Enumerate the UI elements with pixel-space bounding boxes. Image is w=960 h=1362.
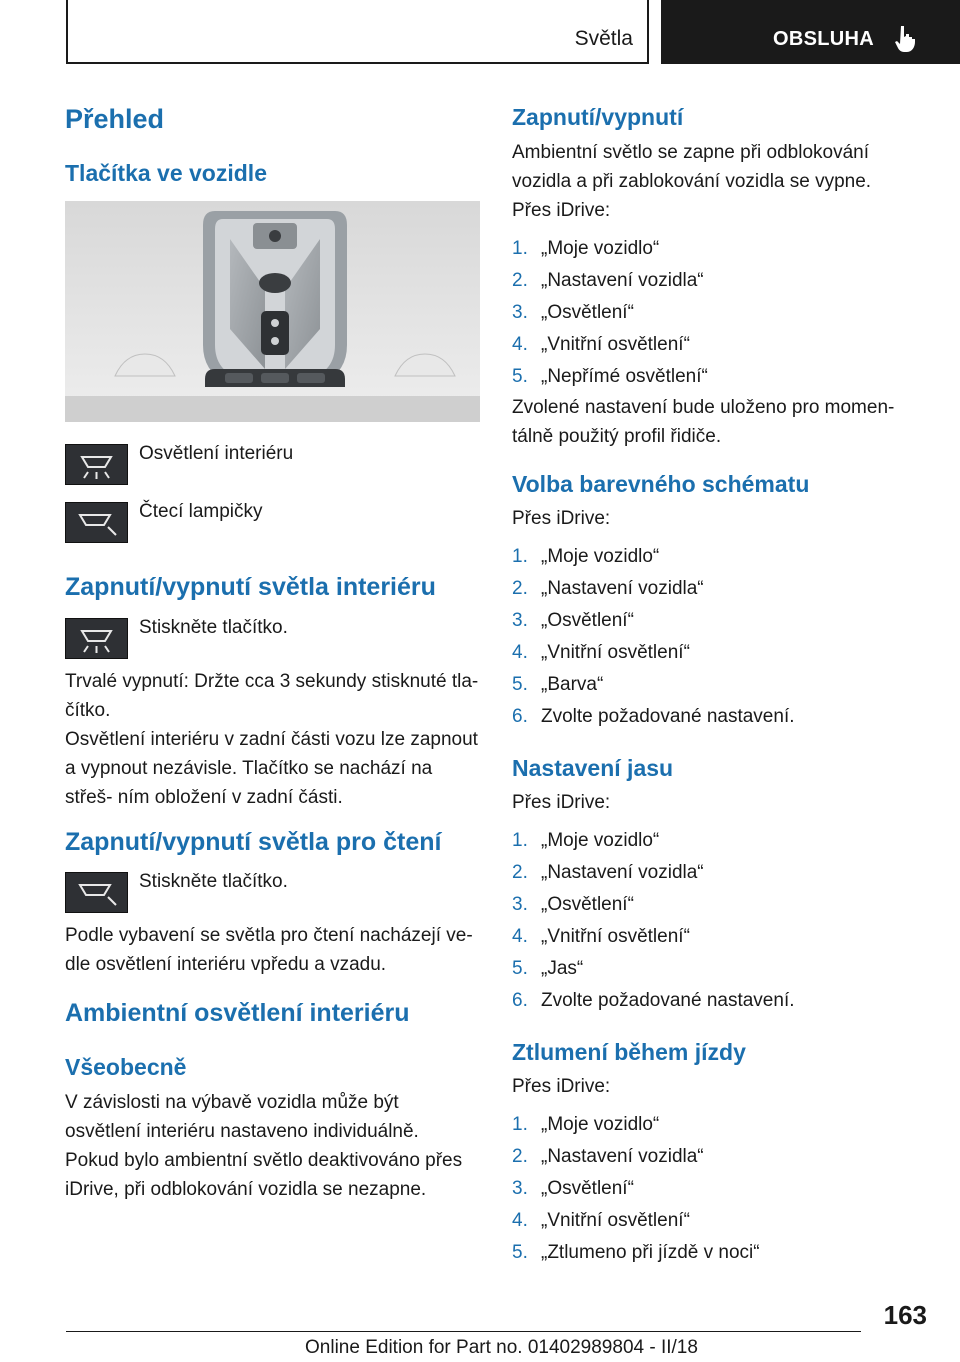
- reading-light-icon: [66, 503, 127, 542]
- via-idrive-4: Přes iDrive:: [512, 1076, 611, 1097]
- heading-dimming: Ztlumení během jízdy: [512, 1039, 746, 1065]
- header-section-title: Světla: [574, 27, 633, 50]
- interior-light-button-icon: [65, 444, 128, 485]
- paragraph-reading-lights: Podle vybavení se světla pro čtení nacházejí ve‐ dle osvětlení interiéru vpředu a vzadu.: [65, 925, 473, 975]
- paragraph-rear-interior: Osvětlení interiéru v zadní části vozu lze zapnout a vypnout nezávisle. Tlačítko se nachází na střeš‐ ním obložení v zadní části.: [65, 729, 478, 808]
- header-chapter-tab: [661, 0, 960, 64]
- heading-color-scheme: Volba barevného schématu: [512, 471, 810, 497]
- reading-light-button-icon: [65, 502, 128, 543]
- heading-interior-on-off: Zapnutí/vypnutí světla interiéru: [65, 573, 436, 601]
- heading-ambient: Ambientní osvětlení interiéru: [65, 999, 410, 1027]
- interior-light-icon: [66, 445, 127, 484]
- via-idrive-3: Přes iDrive:: [512, 792, 611, 813]
- subheading-general: Všeobecně: [65, 1054, 187, 1080]
- roof-console-photo: [65, 201, 480, 422]
- page-number: 163: [883, 1300, 927, 1330]
- footer-divider: [66, 1331, 861, 1332]
- heading-ambient-on-off: Zapnutí/vypnutí: [512, 104, 684, 130]
- page-title: Přehled: [65, 104, 165, 134]
- press-button-text: Stiskněte tlačítko.: [139, 617, 288, 638]
- icon-label-interior: Osvětlení interiéru: [139, 443, 294, 464]
- paragraph-ambient-deactivated: Pokud bylo ambientní světlo deaktivováno přes iDrive, při odblokování vozidla se nezapne.: [65, 1150, 463, 1200]
- via-idrive-1: Přes iDrive:: [512, 200, 611, 221]
- reading-light-button-icon-2: [65, 872, 128, 913]
- pointing-hand-icon: [895, 24, 921, 54]
- icon-label-reading: Čtecí lampičky: [139, 501, 263, 522]
- press-button-text-2: Stiskněte tlačítko.: [139, 871, 288, 892]
- footer-edition: Online Edition for Part no. 01402989804 - II/18: [305, 1337, 698, 1358]
- paragraph-permanent-off: Trvalé vypnutí: Držte cca 3 sekundy stisknuté tla‐ čítko.: [65, 671, 479, 721]
- paragraph-ambient-general: V závislosti na výbavě vozidla může být osvětlení interiéru nastaveno individuálně.: [65, 1092, 419, 1142]
- header-section-tab: [66, 0, 649, 64]
- interior-light-button-icon-2: [65, 618, 128, 659]
- subheading-buttons: Tlačítka ve vozidle: [65, 160, 267, 186]
- heading-reading-on-off: Zapnutí/vypnutí světla pro čtení: [65, 828, 442, 856]
- interior-light-icon: [66, 619, 127, 658]
- heading-brightness: Nastavení jasu: [512, 755, 674, 781]
- paragraph-ambient-auto: Ambientní světlo se zapne při odblokování vozidla a při zablokování vozidla se vypne.: [512, 142, 872, 192]
- header-chapter-title: OBSLUHA: [773, 28, 874, 50]
- reading-light-icon: [66, 873, 127, 912]
- via-idrive-2: Přes iDrive:: [512, 508, 611, 529]
- paragraph-profile-saved: Zvolené nastavení bude uloženo pro momen‐ tálně použitý profil řidiče.: [512, 397, 895, 447]
